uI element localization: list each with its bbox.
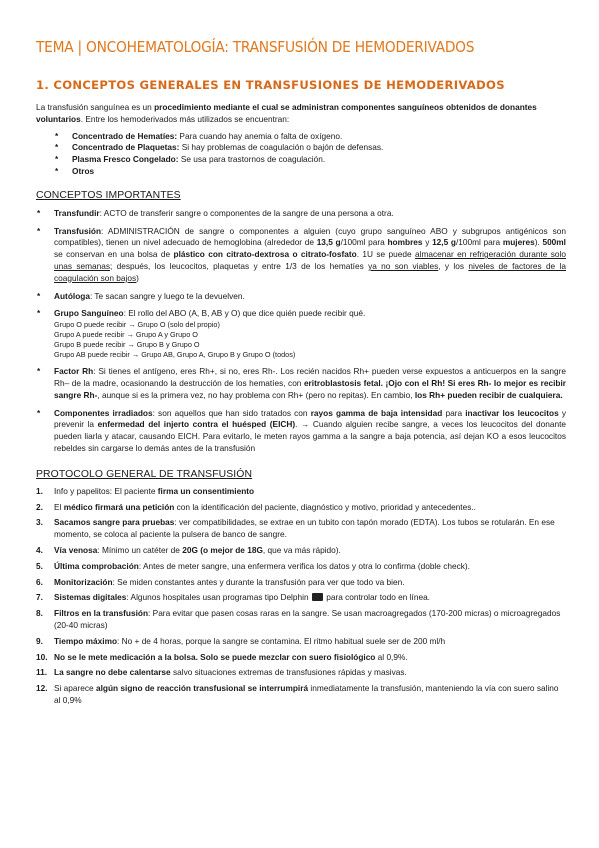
bullet-star-icon: * [55, 130, 59, 141]
grupo-line: Grupo AB puede recibir → Grupo AB, Grupo A, Grupo B y Grupo O (todos) [54, 350, 296, 360]
section-heading: 1. CONCEPTOS GENERALES EN TRANSFUSIONES DE HEMODERIVADOS [36, 78, 505, 92]
bullet-star-icon: * [37, 207, 41, 218]
grupo-line: Grupo A puede recibir → Grupo A y Grupo O [54, 330, 198, 340]
computer-monitor-icon [312, 593, 323, 601]
grupo-line: Grupo B puede recibir → Grupo B y Grupo O [54, 340, 200, 350]
concept-factor-rh: * Factor Rh: Si tienes el antígeno, eres Rh+, si no, eres Rh-. Los recién nacidos Rh+ pueden verse expuestos a anticuerpos en la sangre Rh– de la madre, ocasionando la destrucción de los hematíes, con eritroblastosis fetal. ¡Ojo con el Rh! Si eres Rh- lo mejor es recibir sangre Rh-, aunque si es la primera vez, no hay problema con Rh+ (pero no repitas). En cambio, los Rh+ pueden recibir de cualquiera. [37, 366, 566, 400]
intro-paragraph [36, 102, 566, 126]
bullet-star-icon: * [37, 308, 41, 319]
bullet-star-icon: * [37, 407, 41, 418]
protocol-step: 11. La sangre no debe calentarse salvo situaciones extremas de transfusiones rápidas y masivas. [36, 667, 407, 678]
protocol-step: 2. El médico firmará una petición con la identificación del paciente, diagnóstico y motivo, prioridad y antecedentes.. [36, 501, 476, 512]
list-item: * Concentrado de Hematíes: Para cuando hay anemia o falta de oxígeno. [55, 130, 343, 141]
bullet-star-icon: * [55, 154, 59, 165]
intro-text: La transfusión sanguínea es un [36, 102, 155, 112]
protocol-step: 3. Sacamos sangre para pruebas: ver compatibilidades, se extrae en un tubito con tapón morado (EDTA). Los tubos se rotularán. En ese momento, se coloca al paciente la pulsera de banco de sangre. [36, 517, 555, 540]
protocol-step: 6. Monitorización: Se miden constantes antes y durante la transfusión para ver que todo va bien. [36, 576, 405, 587]
protocol-step: 1. Info y papelitos: El paciente firma un consentimiento [36, 485, 255, 496]
concept-grupo-sanguineo: * Grupo Sanguíneo: El rollo del ABO (A, B, AB y O) que dice quién puede recibir qué. Grupo O puede recibir → Grupo O (solo del propio) Grupo A puede recibir → Grupo A y Grupo O Grupo B puede recibir → Grupo B y Grupo O Grupo AB puede recibir → Grupo AB, Grupo A, Grupo B y Grupo O (todos) [36, 308, 566, 360]
protocol-step: 4. Vía venosa: Mínimo un catéter de 20G (o mejor de 18G, que va más rápido). [36, 544, 341, 555]
bullet-star-icon: * [55, 165, 59, 176]
protocol-step: 5. Última comprobación: Antes de meter sangre, una enfermera verifica los datos y otra lo confirma (doble check). [36, 560, 470, 571]
document-title: TEMA | ONCOHEMATOLOGÍA: TRANSFUSIÓN DE HEMODERIVADOS [36, 38, 475, 56]
protocol-heading: PROTOCOLO GENERAL DE TRANSFUSIÓN [36, 468, 253, 480]
grupo-line: Grupo O puede recibir → Grupo O (solo del propio) [54, 320, 220, 330]
intro-text-end: . Entre los hemoderivados más utilizados se encuentran: [80, 113, 290, 124]
protocol-step: 12. Si aparece algún signo de reacción transfusional se interrumpirá inmediatamente la transfusión, manteniendo la vía con suero salino al 0,9% [36, 683, 559, 705]
concept-irradiados: * Componentes irradiados: son aquellos que han sido tratados con rayos gamma de baja intensidad para inactivar los leucocitos y prevenir la enfermedad del injerto contra el huésped (EICH). → Cuando alguien recibe sangre, a veces los leucocitos del donante pueden liarla y atacar, causando EICH. Para evitarlo, le meten rayos gamma a la sangre a baja potencia, así dejan KO a esos leucocitos rebeldes sin cargarse lo demás antes de la transfusión [37, 407, 567, 453]
bullet-star-icon: * [37, 290, 41, 301]
protocol-steps [36, 486, 566, 707]
bullet-star-icon: * [37, 225, 41, 236]
concept-transfusion: * Transfusión: ADMINISTRACIÓN de sangre o componentes a alguien (cuyo grupo sanguíneo ABO y subgrupos antigénicos son compatibles), tienen un nivel adecuado de hemoglobina (alrededor de 13,5 g/100ml para hombres y 12,5 g/100ml para mujeres). 500ml se conservan en una bolsa de plástico con citrato-dextrosa o citrato-fosfato. 1U se puede almacenar en refrigeración durante solo unas semanas; después, los leucocitos, plaquetas y entre 1/3 de los hematíes ya no son viables, y los niveles de factores de la coagulación son bajos) [37, 225, 566, 283]
protocol-step: 10. No se le mete medicación a la bolsa. Solo se puede mezclar con suero fisiológico al 0,9%. [36, 651, 408, 662]
hemoderivados-list [36, 131, 566, 178]
protocol-step: 9. Tiempo máximo: No + de 4 horas, porque la sangre se contamina. El ritmo habitual suele ser de 200 ml/h [36, 635, 446, 646]
concept-autologa: * Autóloga: Te sacan sangre y luego te la devuelven. [37, 290, 245, 301]
list-item: * Plasma Fresco Congelado: Se usa para trastornos de coagulación. [55, 154, 326, 165]
protocol-step: 7. Sistemas digitales: Algunos hospitales usan programas tipo Delphin para controlar todo en línea. [36, 592, 430, 603]
bullet-star-icon: * [55, 142, 59, 153]
list-item: * Concentrado de Plaquetas: Si hay problemas de coagulación o bajón de defensas. [55, 142, 384, 153]
intro-bold: procedimiento mediante el cual se administran componentes sanguíneos obtenidos de donantes voluntarios [36, 102, 537, 124]
document-page [36, 38, 566, 707]
bullet-star-icon: * [37, 366, 41, 377]
concept-transfundir: * Transfundir: ACTO de transferir sangre o componentes de la sangre de una persona a otra. [37, 207, 394, 218]
list-item: * Otros [55, 165, 95, 176]
concepts-heading: CONCEPTOS IMPORTANTES [36, 189, 181, 201]
protocol-step: 8. Filtros en la transfusión: Para evitar que pasen cosas raras en la sangre. Se usan macroagregados (170-200 micras) o microagregados (20-40 micras) [36, 608, 561, 630]
concepts-list [36, 208, 566, 455]
